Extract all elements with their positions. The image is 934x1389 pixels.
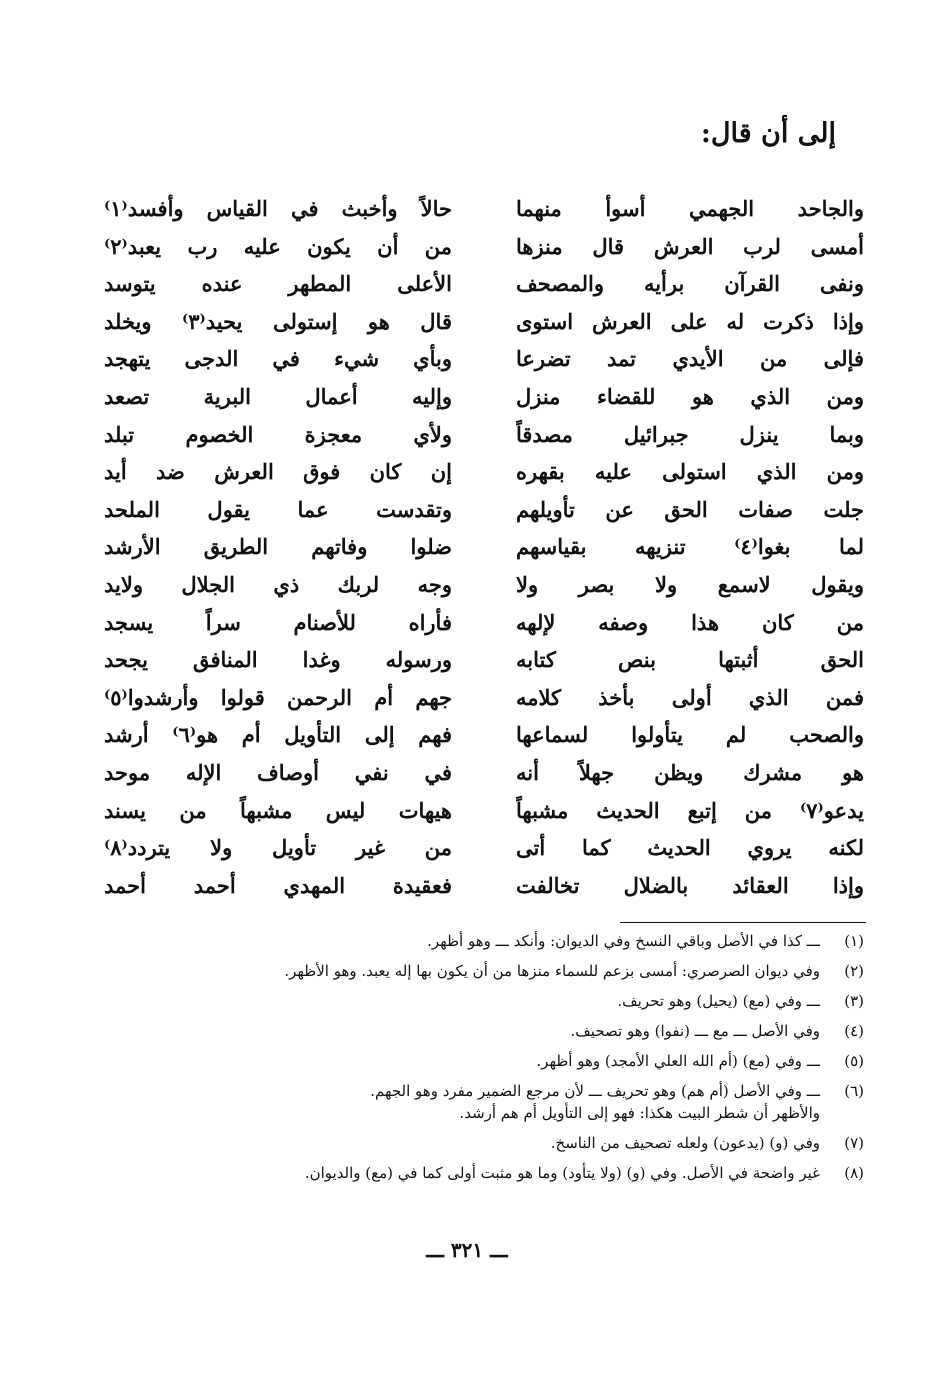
verse-hemistich: ولأي معجزة الخصوم تبلد bbox=[104, 421, 452, 447]
footnote-body bbox=[305, 1162, 820, 1184]
verse-hemistich: ورسوله وغدا المنافق يجحد bbox=[104, 647, 452, 673]
verse-hemistich: وتقدست عما يقول الملحد bbox=[104, 496, 452, 522]
footnote-body bbox=[370, 1080, 820, 1124]
verse-hemistich: وإذا ذكرت له على العرش استوى bbox=[516, 308, 864, 334]
verse-hemistich: فعقيدة المهدي أحمد أحمد bbox=[104, 872, 452, 898]
verse-hemistich: وجه لربك ذي الجلال ولايد bbox=[104, 571, 452, 597]
verse-hemistich: ويقول لاسمع ولا بصر ولا bbox=[516, 571, 864, 597]
verse-hemistich: من غير تأويل ولا يتردد⁽٨⁾ bbox=[104, 835, 452, 861]
verse-hemistich: من كان هذا وصفه لإلهه bbox=[516, 609, 864, 635]
verse-hemistich: أمسى لرب العرش قال منزها bbox=[516, 233, 864, 259]
verse-hemistich: جهم أم الرحمن قولوا وأرشدوا⁽٥⁾ bbox=[104, 684, 452, 710]
footnote bbox=[164, 930, 864, 952]
footnote-number: (٢) bbox=[844, 962, 864, 980]
verse-hemistich: فمن الذي أولى بأخذ كلامه bbox=[516, 684, 864, 710]
verse-hemistich: وإذا العقائد بالضلال تخالفت bbox=[516, 872, 864, 898]
verse-hemistich: والجاحد الجهمي أسوأ منهما bbox=[516, 196, 864, 221]
verse-hemistich: والصحب لم يتأولوا لسماعها bbox=[516, 722, 864, 748]
verse-hemistich: الحق أثبتها بنص كتابه bbox=[516, 647, 864, 673]
verse-hemistich: لما بغوا⁽٤⁾ تنزيهه بقياسهم bbox=[516, 534, 864, 560]
footnote-text: وفي (و) (يدعون) ولعله تصحيف من الناسخ. bbox=[550, 1134, 820, 1152]
footnote-body bbox=[571, 1020, 820, 1042]
footnote bbox=[164, 1132, 864, 1154]
verse-hemistich: ضلوا وفاتهم الطريق الأرشد bbox=[104, 534, 452, 560]
verse-hemistich: ومن الذي هو للقضاء منزل bbox=[516, 383, 864, 409]
footnote-body bbox=[427, 930, 820, 952]
verse-hemistich: فهم إلى التأويل أم هو⁽٦⁾ أرشد bbox=[104, 722, 452, 748]
verse-hemistich: ونفى القرآن برأيه والمصحف bbox=[516, 271, 864, 297]
footnote bbox=[164, 1162, 864, 1184]
verse-hemistich: حالاً وأخبث في القياس وأفسد⁽١⁾ bbox=[104, 196, 452, 221]
footnote-number: (١) bbox=[844, 932, 864, 950]
verse-hemistich: ومن الذي استولى عليه بقهره bbox=[516, 459, 864, 485]
footnote-text: ـــ وفي الأصل (أم هم) وهو تحريف ـــ لأن مرجع الضمير مفرد وهو الجهم. bbox=[370, 1082, 820, 1100]
footnote-body bbox=[551, 1132, 820, 1154]
intro-text: إلى أن قال: bbox=[700, 118, 836, 149]
footnote-number: (٣) bbox=[844, 992, 864, 1010]
footnotes bbox=[164, 930, 864, 1192]
verse-hemistich: وبأي شيء في الدجى يتهجد bbox=[104, 346, 452, 372]
poem-column-left bbox=[104, 190, 452, 904]
footnote-number: (٥) bbox=[844, 1052, 864, 1070]
verse-hemistich: إن كان فوق العرش ضد أيد bbox=[104, 459, 452, 485]
footnote-number: (٧) bbox=[844, 1134, 864, 1152]
footnote-text: وفي الأصل ـــ مع ـــ (نفوا) وهو تصحيف. bbox=[570, 1022, 820, 1040]
footnote-text: والأظهر أن شطر البيت هكذا: فهو إلى التأويل أم هم أرشد. bbox=[459, 1104, 820, 1122]
footnote-text: ـــ كذا في الأصل وباقي النسخ وفي الديوان: وأنكد ـــ وهو أظهر. bbox=[427, 932, 820, 950]
footnote-divider bbox=[620, 922, 866, 923]
verse-hemistich: قال هو إستولى يحيد⁽٣⁾ ويخلد bbox=[104, 308, 452, 334]
footnote bbox=[164, 960, 864, 982]
page-number: ـــ ٣٢١ ـــ bbox=[426, 1238, 508, 1262]
footnote-number: (٤) bbox=[844, 1022, 864, 1040]
verse-hemistich: لكنه يروي الحديث كما أتى bbox=[516, 835, 864, 861]
verse-hemistich: في نفي أوصاف الإله موحد bbox=[104, 759, 452, 785]
verse-hemistich: جلت صفات الحق عن تأويلهم bbox=[516, 496, 864, 522]
verse-hemistich: الأعلى المطهر عنده يتوسد bbox=[104, 271, 452, 297]
footnote bbox=[164, 1050, 864, 1072]
footnote-text: وفي ديوان الصرصري: أمسى بزعم للسماء منزها من أن يكون بها إله يعبد. وهو الأظهر. bbox=[284, 962, 820, 980]
verse-hemistich: فإلى من الأيدي تمد تضرعا bbox=[516, 346, 864, 372]
footnote-body bbox=[284, 960, 820, 982]
verse-hemistich: يدعو⁽٧⁾ من إتبع الحديث مشبهاً bbox=[516, 797, 864, 823]
verse-hemistich: من أن يكون عليه رب يعبد⁽٢⁾ bbox=[104, 233, 452, 259]
footnote-body bbox=[617, 990, 820, 1012]
footnote bbox=[164, 990, 864, 1012]
verse-hemistich: هيهات ليس مشبهاً من يسند bbox=[104, 797, 452, 823]
footnote-number: (٨) bbox=[844, 1164, 864, 1182]
footnote bbox=[164, 1020, 864, 1042]
poem-column-right bbox=[516, 190, 864, 904]
verse-hemistich: فأراه للأصنام سراً يسجد bbox=[104, 609, 452, 635]
footnote bbox=[164, 1080, 864, 1124]
verse-hemistich: وإليه أعمال البرية تصعد bbox=[104, 383, 452, 409]
footnote-text: ـــ وفي (مع) (يحيل) وهو تحريف. bbox=[617, 992, 820, 1010]
verse-hemistich: هو مشرك ويظن جهلاً أنه bbox=[516, 759, 864, 785]
footnote-number: (٦) bbox=[844, 1082, 864, 1100]
footnote-text: غير واضحة في الأصل. وفي (و) (ولا يتأود) وما هو مثبت أولى كما في (مع) والديوان. bbox=[304, 1164, 820, 1182]
footnote-body bbox=[536, 1050, 820, 1072]
footnote-text: ـــ وفي (مع) (أم الله العلي الأمجد) وهو أظهر. bbox=[536, 1052, 820, 1070]
verse-hemistich: وبما ينزل جبرائيل مصدقاً bbox=[516, 421, 864, 447]
